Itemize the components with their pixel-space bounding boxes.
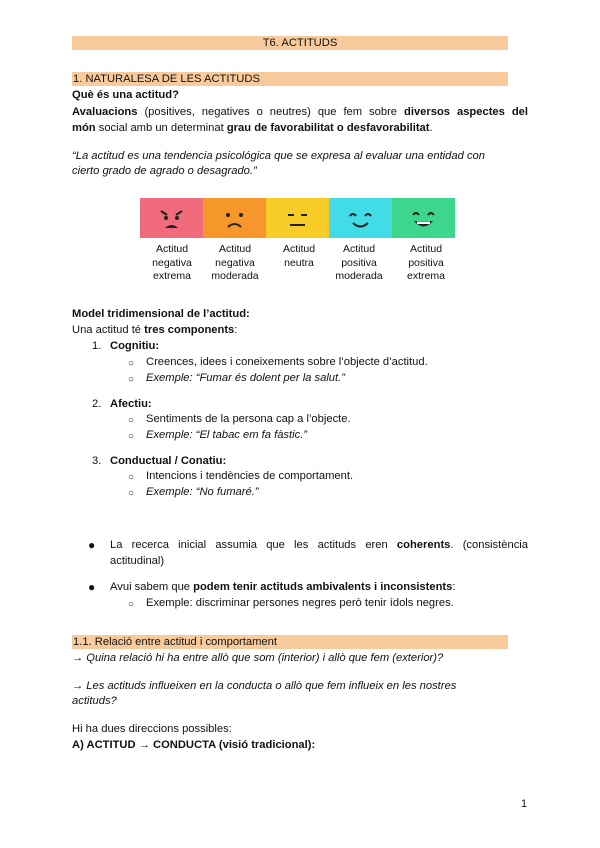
circle-bullet-icon: ○ bbox=[128, 415, 135, 426]
def-term: món bbox=[72, 122, 96, 134]
component-desc: Creences, idees i coneixements sobre l’objecte d’actitud. bbox=[146, 356, 428, 368]
sad-face-icon bbox=[203, 198, 266, 238]
list-number: 2. bbox=[92, 398, 102, 410]
def-term: grau de favorabilitat o desfavorabilitat bbox=[226, 122, 430, 134]
bullet-icon: ● bbox=[88, 580, 96, 594]
definition-line-1 bbox=[72, 105, 528, 121]
circle-bullet-icon: ○ bbox=[128, 599, 135, 610]
quote-line-1: “La actitud es una tendencia psicológica que se expresa al evaluar una entidad con bbox=[72, 150, 485, 162]
component-desc: Sentiments de la persona cap a l’objecte. bbox=[146, 413, 351, 425]
smile-face-icon bbox=[329, 198, 392, 238]
model-intro: Una actitud té tres components: bbox=[72, 324, 238, 336]
laughing-face-icon bbox=[392, 198, 455, 238]
def-text: social amb un determinat bbox=[95, 122, 227, 134]
list-number: 3. bbox=[92, 455, 102, 467]
component-example: Exemple: “El tabac em fa fàstic.” bbox=[146, 429, 308, 441]
component-example: Exemple: “No fumaré.” bbox=[146, 486, 259, 498]
circle-bullet-icon: ○ bbox=[128, 472, 135, 483]
component-title: Cognitiu: bbox=[110, 340, 160, 352]
bullet-text: Avui sabem que podem tenir actituds ambivalents i inconsistents: bbox=[110, 581, 456, 593]
component-title: Conductual / Conatiu: bbox=[110, 455, 227, 467]
component-desc: Intencions i tendències de comportament. bbox=[146, 470, 354, 482]
very-angry-face-icon bbox=[140, 198, 203, 238]
face-label: Actitud neutra bbox=[282, 243, 316, 269]
def-text: (positives, negatives o neutres) que fem sobre bbox=[137, 106, 404, 118]
circle-bullet-icon: ○ bbox=[128, 358, 135, 369]
def-term: Avaluacions bbox=[72, 106, 138, 118]
model-heading: Model tridimensional de l’actitud: bbox=[72, 308, 250, 320]
face-label: Actitud positiva extrema bbox=[407, 243, 445, 283]
neutral-face-icon bbox=[266, 198, 329, 238]
face-label: Actitud negativa extrema bbox=[152, 243, 192, 283]
question-2-line-1: → Les actituds influeixen en la conducta o allò que fem influeix en les nostres bbox=[72, 680, 457, 692]
component-example: Exemple: “Fumar és dolent per la salut.” bbox=[146, 372, 345, 384]
bullet-text: La recerca inicial assumia que les actituds eren coherents. (consistència bbox=[110, 539, 528, 551]
circle-bullet-icon: ○ bbox=[128, 431, 135, 442]
face-label: Actitud negativa moderada bbox=[211, 243, 259, 283]
question-1: → Quina relació hi ha entre allò que som (interior) i allò que fem (exterior)? bbox=[72, 652, 444, 664]
circle-bullet-icon: ○ bbox=[128, 488, 135, 499]
section-heading: 1. NATURALESA DE LES ACTITUDS bbox=[73, 73, 260, 85]
bullet-icon: ● bbox=[88, 538, 96, 552]
circle-bullet-icon: ○ bbox=[128, 374, 135, 385]
list-number: 1. bbox=[92, 340, 102, 352]
component-title: Afectiu: bbox=[110, 398, 152, 410]
bullet-text-cont: actitudinal) bbox=[110, 555, 165, 567]
bullet-sub: Exemple: discriminar persones negres però tenir ídols negres. bbox=[146, 597, 454, 609]
def-term: diversos aspectes del bbox=[404, 106, 528, 118]
question-heading: Què és una actitud? bbox=[72, 89, 179, 101]
page-number: 1 bbox=[521, 798, 528, 810]
subsection-heading: 1.1. Relació entre actitud i comportament bbox=[73, 636, 277, 648]
directions-text: Hi ha dues direccions possibles: bbox=[72, 723, 232, 735]
definition-line-2 bbox=[72, 121, 433, 137]
quote-line-2: cierto grado de agrado o desagrado.” bbox=[72, 165, 257, 177]
attitude-scale bbox=[140, 198, 455, 238]
question-2-line-2: actituds? bbox=[72, 695, 117, 707]
page-title: T6. ACTITUDS bbox=[262, 37, 338, 49]
def-text: . bbox=[429, 122, 433, 134]
face-label: Actitud positiva moderada bbox=[335, 243, 383, 283]
direction-a-heading: A) ACTITUD → CONDUCTA (visió tradicional): bbox=[72, 739, 316, 751]
